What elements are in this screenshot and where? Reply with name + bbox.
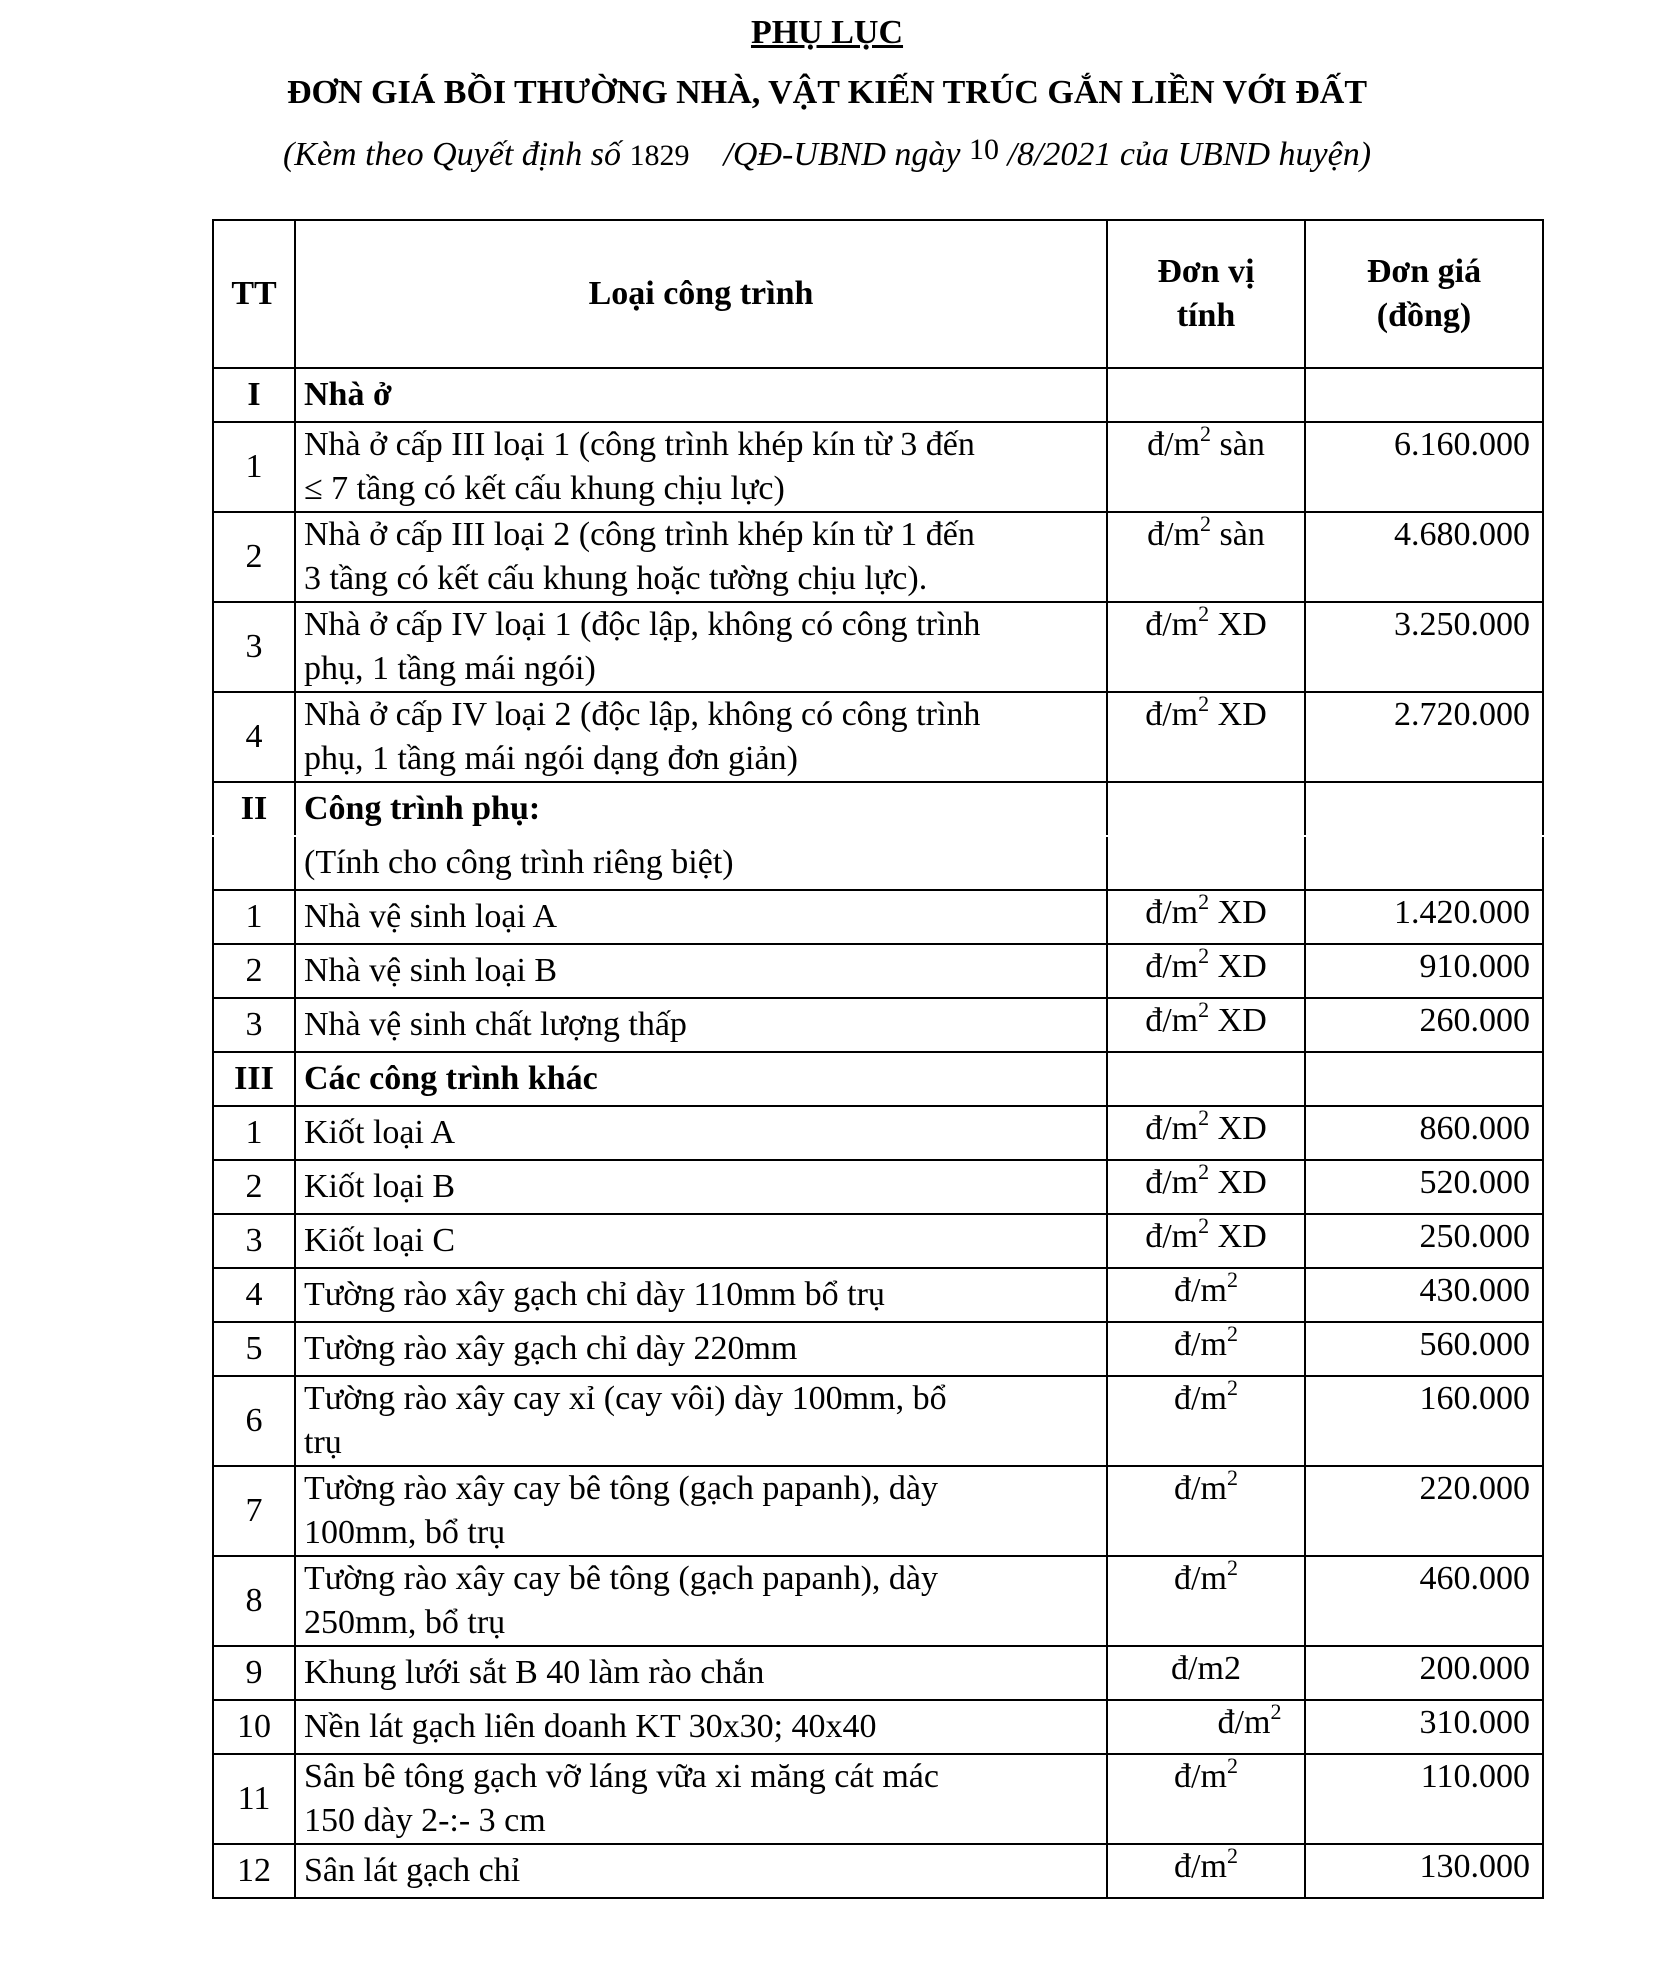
price-cell	[1305, 1052, 1543, 1106]
col-header-type: Loại công trình	[295, 220, 1107, 368]
row-number: 6	[213, 1376, 295, 1466]
table-row	[213, 1376, 1543, 1466]
table-row	[213, 692, 1543, 782]
description-line: Tường rào xây cay bê tông (gạch papanh), dày	[304, 1470, 938, 1507]
unit-superscript: 2	[1226, 1753, 1238, 1778]
section-number: I	[213, 368, 295, 422]
table-row	[213, 1322, 1543, 1376]
price-value: 260.000	[1305, 998, 1543, 1052]
row-number: 3	[213, 1214, 295, 1268]
unit-suffix: XD	[1209, 1110, 1267, 1147]
decision-number: 1829	[629, 139, 690, 172]
unit-superscript: 2	[1198, 943, 1210, 968]
unit-base: đ/m	[1174, 1272, 1227, 1309]
price-table	[212, 219, 1544, 1899]
unit-cell	[1107, 782, 1305, 836]
unit-base: đ/m2	[1171, 1650, 1241, 1687]
section-number: II	[213, 782, 295, 836]
description-line: 250mm, bổ trụ	[304, 1604, 506, 1641]
price-value: 250.000	[1305, 1214, 1543, 1268]
unit-base: đ/m	[1145, 606, 1199, 643]
price-value: 520.000	[1305, 1160, 1543, 1214]
section-note: (Tính cho công trình riêng biệt)	[295, 836, 1107, 890]
description-line: Nhà vệ sinh chất lượng thấp	[304, 1006, 687, 1043]
price-value: 430.000	[1305, 1268, 1543, 1322]
table-row	[213, 1268, 1543, 1322]
unit-base: đ/m	[1217, 1704, 1271, 1741]
price-value: 6.160.000	[1305, 422, 1543, 512]
unit-superscript: 2	[1226, 1843, 1238, 1868]
unit-cell	[1107, 890, 1305, 944]
description-line: Tường rào xây gạch chỉ dày 110mm bổ trụ	[304, 1276, 885, 1313]
work-description	[295, 1754, 1107, 1844]
unit-suffix: XD	[1209, 894, 1267, 931]
row-number: 11	[213, 1754, 295, 1844]
row-number: 3	[213, 602, 295, 692]
description-line: Khung lưới sắt B 40 làm rào chắn	[304, 1654, 765, 1691]
price-value: 860.000	[1305, 1106, 1543, 1160]
work-description	[295, 1556, 1107, 1646]
row-number: 4	[213, 692, 295, 782]
unit-superscript: 2	[1226, 1375, 1238, 1400]
row-number: 4	[213, 1268, 295, 1322]
work-description	[295, 1466, 1107, 1556]
section-row	[213, 782, 1543, 836]
price-cell	[1305, 368, 1543, 422]
description-line: trụ	[304, 1424, 342, 1461]
table-row	[213, 602, 1543, 692]
price-value: 110.000	[1305, 1754, 1543, 1844]
row-number: 9	[213, 1646, 295, 1700]
unit-suffix: XD	[1209, 948, 1267, 985]
table-body	[213, 368, 1543, 1898]
unit-suffix: sàn	[1211, 516, 1265, 553]
unit-cell	[1107, 998, 1305, 1052]
work-description	[295, 1160, 1107, 1214]
work-description	[295, 1700, 1107, 1754]
unit-cell	[1107, 1376, 1305, 1466]
unit-superscript: 2	[1226, 1465, 1238, 1490]
table-row	[213, 1106, 1543, 1160]
price-value: 310.000	[1305, 1700, 1543, 1754]
row-number: 2	[213, 1160, 295, 1214]
unit-superscript: 2	[1200, 421, 1212, 446]
row-number: 2	[213, 512, 295, 602]
price-cell	[1305, 782, 1543, 836]
unit-superscript: 2	[1198, 889, 1210, 914]
unit-suffix: XD	[1209, 696, 1267, 733]
table-row	[213, 890, 1543, 944]
unit-cell	[1107, 692, 1305, 782]
price-value: 160.000	[1305, 1376, 1543, 1466]
unit-cell	[1107, 1214, 1305, 1268]
description-line: Nhà ở cấp IV loại 2 (độc lập, không có công trình	[304, 696, 981, 733]
price-value: 220.000	[1305, 1466, 1543, 1556]
table-row	[213, 422, 1543, 512]
unit-cell	[1107, 1268, 1305, 1322]
row-number: 1	[213, 422, 295, 512]
unit-suffix: sàn	[1211, 426, 1265, 463]
row-number: 5	[213, 1322, 295, 1376]
description-line: Kiốt loại A	[304, 1114, 456, 1151]
row-number: 3	[213, 998, 295, 1052]
section-number: III	[213, 1052, 295, 1106]
decision-note	[0, 133, 1654, 174]
work-description	[295, 1106, 1107, 1160]
unit-suffix: XD	[1209, 1218, 1267, 1255]
unit-superscript: 2	[1198, 1213, 1210, 1238]
description-line: phụ, 1 tầng mái ngói)	[304, 650, 596, 687]
work-description	[295, 692, 1107, 782]
note-middle: /QĐ-UBND ngày	[723, 136, 970, 173]
work-description	[295, 1844, 1107, 1898]
description-line: Kiốt loại B	[304, 1168, 456, 1205]
table-row	[213, 1466, 1543, 1556]
section-note-row	[213, 836, 1543, 890]
col-header-price: Đơn giá (đồng)	[1305, 220, 1543, 368]
section-title: Công trình phụ:	[295, 782, 1107, 836]
row-number: 8	[213, 1556, 295, 1646]
unit-cell	[1107, 836, 1305, 890]
unit-cell	[1107, 1052, 1305, 1106]
unit-cell	[1107, 368, 1305, 422]
work-description	[295, 890, 1107, 944]
unit-cell	[1107, 1700, 1305, 1754]
work-description	[295, 512, 1107, 602]
table-row	[213, 1160, 1543, 1214]
description-line: Sân lát gạch chỉ	[304, 1852, 521, 1889]
table-row	[213, 1556, 1543, 1646]
work-description	[295, 1268, 1107, 1322]
unit-cell	[1107, 512, 1305, 602]
work-description	[295, 944, 1107, 998]
unit-cell	[1107, 1844, 1305, 1898]
unit-superscript: 2	[1226, 1321, 1238, 1346]
unit-cell	[1107, 1160, 1305, 1214]
table-row	[213, 998, 1543, 1052]
description-line: Nền lát gạch liên doanh KT 30x30; 40x40	[304, 1708, 877, 1745]
unit-cell	[1107, 1556, 1305, 1646]
unit-superscript: 2	[1198, 997, 1210, 1022]
section-row	[213, 368, 1543, 422]
work-description	[295, 602, 1107, 692]
price-value: 460.000	[1305, 1556, 1543, 1646]
unit-suffix: XD	[1209, 1164, 1267, 1201]
tt-cell	[213, 836, 295, 890]
work-description	[295, 1376, 1107, 1466]
description-line: Tường rào xây cay bê tông (gạch papanh), dày	[304, 1560, 938, 1597]
price-value: 2.720.000	[1305, 692, 1543, 782]
unit-superscript: 2	[1200, 511, 1212, 536]
description-line: Nhà ở cấp III loại 2 (công trình khép kín từ 1 đến	[304, 516, 975, 553]
work-description	[295, 1646, 1107, 1700]
description-line: Kiốt loại C	[304, 1222, 456, 1259]
unit-base: đ/m	[1145, 1002, 1199, 1039]
price-value: 4.680.000	[1305, 512, 1543, 602]
description-line: Sân bê tông gạch vỡ láng vữa xi măng cát mác	[304, 1758, 939, 1795]
work-description	[295, 422, 1107, 512]
unit-base: đ/m	[1174, 1560, 1227, 1597]
row-number: 10	[213, 1700, 295, 1754]
unit-cell	[1107, 1322, 1305, 1376]
description-line: 3 tầng có kết cấu khung hoặc tường chịu lực).	[304, 560, 928, 597]
row-number: 2	[213, 944, 295, 998]
table-row	[213, 1700, 1543, 1754]
work-description	[295, 1322, 1107, 1376]
table-row	[213, 944, 1543, 998]
unit-base: đ/m	[1174, 1380, 1227, 1417]
price-value: 560.000	[1305, 1322, 1543, 1376]
price-value: 3.250.000	[1305, 602, 1543, 692]
unit-superscript: 2	[1198, 601, 1210, 626]
decision-day: 10	[969, 133, 1000, 166]
description-line: Tường rào xây cay xỉ (cay vôi) dày 100mm, bổ	[304, 1380, 947, 1417]
note-suffix: /8/2021 của UBND huyện)	[1007, 136, 1372, 173]
price-value: 200.000	[1305, 1646, 1543, 1700]
work-description	[295, 1214, 1107, 1268]
price-value: 910.000	[1305, 944, 1543, 998]
table-header-row	[213, 220, 1543, 368]
price-cell	[1305, 836, 1543, 890]
note-prefix: (Kèm theo Quyết định số	[282, 136, 630, 173]
table-row	[213, 512, 1543, 602]
description-line: 150 dày 2-:- 3 cm	[304, 1802, 546, 1839]
unit-superscript: 2	[1198, 1105, 1210, 1130]
unit-superscript: 2	[1226, 1267, 1238, 1292]
section-row	[213, 1052, 1543, 1106]
unit-cell	[1107, 1754, 1305, 1844]
unit-suffix: XD	[1209, 606, 1267, 643]
unit-superscript: 2	[1198, 691, 1210, 716]
price-value: 130.000	[1305, 1844, 1543, 1898]
appendix-title: PHỤ LỤC	[750, 14, 904, 51]
unit-cell	[1107, 1466, 1305, 1556]
unit-cell	[1107, 1646, 1305, 1700]
unit-base: đ/m	[1147, 426, 1201, 463]
description-line: phụ, 1 tầng mái ngói dạng đơn giản)	[304, 740, 798, 777]
section-title: Nhà ở	[295, 368, 1107, 422]
unit-superscript: 2	[1270, 1699, 1282, 1724]
unit-base: đ/m	[1174, 1758, 1227, 1795]
table-row	[213, 1214, 1543, 1268]
unit-cell	[1107, 422, 1305, 512]
unit-suffix: XD	[1209, 1002, 1267, 1039]
price-value: 1.420.000	[1305, 890, 1543, 944]
unit-base: đ/m	[1174, 1470, 1227, 1507]
unit-base: đ/m	[1145, 696, 1199, 733]
unit-cell	[1107, 1106, 1305, 1160]
description-line: ≤ 7 tầng có kết cấu khung chịu lực)	[304, 470, 785, 507]
table-row	[213, 1754, 1543, 1844]
table-row	[213, 1646, 1543, 1700]
description-line: Nhà ở cấp IV loại 1 (độc lập, không có công trình	[304, 606, 981, 643]
unit-base: đ/m	[1145, 894, 1199, 931]
unit-base: đ/m	[1174, 1848, 1227, 1885]
row-number: 1	[213, 890, 295, 944]
appendix-subtitle: ĐƠN GIÁ BỒI THƯỜNG NHÀ, VẬT KIẾN TRÚC GẮN LIỀN VỚI ĐẤT	[287, 74, 1367, 111]
description-line: Tường rào xây gạch chỉ dày 220mm	[304, 1330, 798, 1367]
unit-base: đ/m	[1145, 1164, 1199, 1201]
row-number: 7	[213, 1466, 295, 1556]
description-line: Nhà vệ sinh loại A	[304, 898, 558, 935]
unit-base: đ/m	[1145, 948, 1199, 985]
work-description	[295, 998, 1107, 1052]
col-header-tt: TT	[213, 220, 295, 368]
unit-base: đ/m	[1174, 1326, 1227, 1363]
unit-superscript: 2	[1198, 1159, 1210, 1184]
row-number: 12	[213, 1844, 295, 1898]
unit-cell	[1107, 944, 1305, 998]
unit-cell	[1107, 602, 1305, 692]
unit-superscript: 2	[1226, 1555, 1238, 1580]
unit-base: đ/m	[1145, 1218, 1199, 1255]
col-header-unit: Đơn vị tính	[1107, 220, 1305, 368]
row-number: 1	[213, 1106, 295, 1160]
section-title: Các công trình khác	[295, 1052, 1107, 1106]
description-line: Nhà vệ sinh loại B	[304, 952, 558, 989]
description-line: Nhà ở cấp III loại 1 (công trình khép kín từ 3 đến	[304, 426, 975, 463]
unit-base: đ/m	[1145, 1110, 1199, 1147]
unit-base: đ/m	[1147, 516, 1201, 553]
description-line: 100mm, bổ trụ	[304, 1514, 506, 1551]
table-row	[213, 1844, 1543, 1898]
